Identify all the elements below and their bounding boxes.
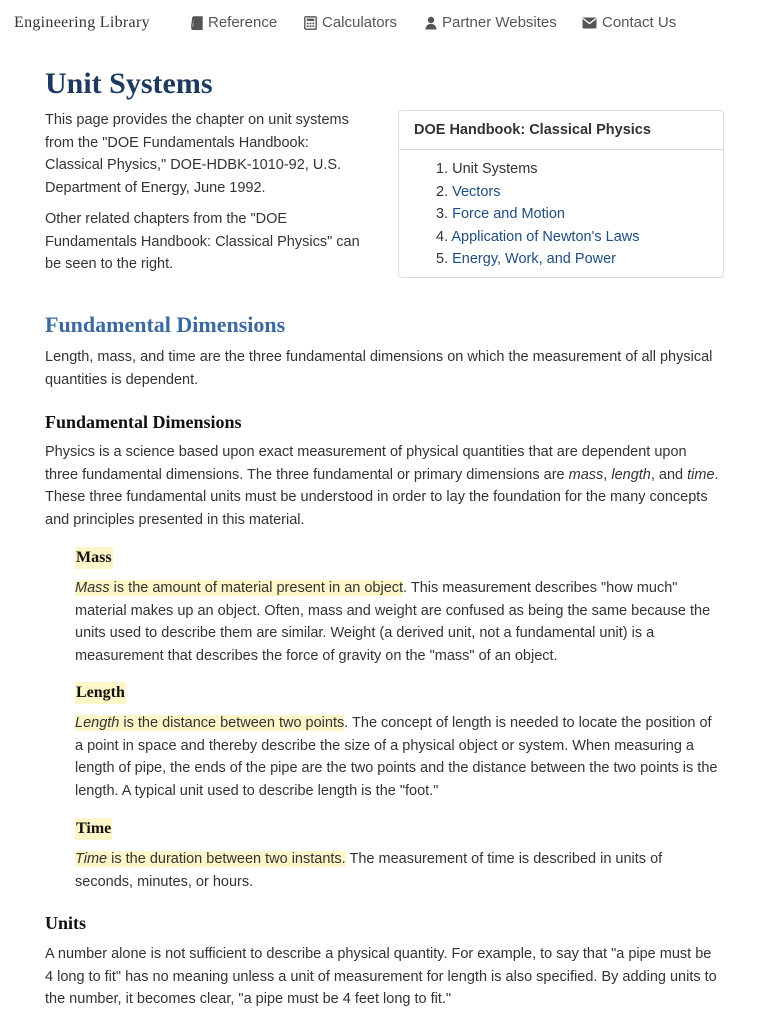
nav-calculators-link[interactable] [304,14,397,31]
nav-partner-websites-link[interactable] [425,14,557,31]
page-title: Unit Systems [45,67,213,100]
nav-reference-label: Reference [208,14,278,31]
book-icon [190,16,203,30]
length-definition-highlight [75,715,344,731]
toc-item-number: 5. [436,251,449,267]
toc-item-number: 3. [436,206,449,222]
term-time: time [687,466,715,483]
units-heading: Units [45,913,87,933]
brand-link[interactable]: Engineering Library [14,14,150,31]
toc-link-vectors[interactable]: Vectors [452,183,501,200]
paragraph-text: , [603,466,612,483]
toc-item-number: 2. [436,183,449,200]
toc-link-newtons-laws[interactable]: Application of Newton's Laws [451,228,640,245]
section-heading-fundamental-dimensions: Fundamental Dimensions [45,312,286,337]
toc-item-energy-work-power [399,248,723,271]
mass-definition-highlight [75,580,403,596]
length-description: . The concept of length is needed to locate the position of a point in space and thereby describe the size of a physical object or system. When measuring a length of pipe, the ends of the pipe are the two points and the distance between the two points is the length. A typical unit used to describe length is the "foot." [75,715,718,799]
time-paragraph [75,848,723,893]
toc-item-vectors [399,181,723,204]
related-chapters-paragraph: Other related chapters from the "DOE Fundamentals Handbook: Classical Physics" can be seen to the right. [45,211,360,272]
toc-card-title: DOE Handbook: Classical Physics [399,111,723,150]
toc-item-number: 4. [436,228,449,245]
units-paragraph: A number alone is not sufficient to describe a physical quantity. For example, to say that "a pipe must be 4 long to fit" has no meaning unless a unit of measurement for length is also specified. By adding units to the number, it becomes clear, "a pipe must be 4 feet long to fit." [45,946,717,1007]
length-heading: Length [75,682,126,704]
mass-description: . This measurement describes "how much" material makes up an object. Often, mass and weight are confused as being the same because the units used to describe them are similar. Weight (a derived unit, not a fundamental unit) is a measurement that describes the force of gravity on the "mass" of an object. [75,580,711,664]
nav-reference-link[interactable] [190,14,277,31]
top-navbar [0,0,768,46]
length-term: Length [75,715,120,731]
subsection-heading-fundamental-dimensions: Fundamental Dimensions [45,412,242,432]
time-definition-highlight [75,851,346,867]
intro-paragraph: This page provides the chapter on unit systems from the "DOE Fundamentals Handbook: Classical Physics," DOE-HDBK-1010-92, U.S. Department of Energy, June 1992. [45,112,349,196]
nav-calculators-label: Calculators [322,14,398,31]
user-icon [425,16,437,30]
mass-definition: is the amount of material present in an object [109,580,404,596]
toc-item-number: 1. [436,161,449,177]
paragraph-text: Physics is a science based upon exact measurement of physical quantities that are dependent upon three fundamental dimensions. The three fundamental or primary dimensions are [45,444,687,483]
paragraph-text: , and [650,466,688,483]
mass-paragraph [75,577,723,667]
nav-contact-label: Contact Us [602,14,677,31]
toc-item-unit-systems [399,158,723,181]
length-definition: is the distance between two points [119,715,345,731]
calculator-icon [304,16,317,30]
time-description: The measurement of time is described in units of seconds, minutes, or hours. [75,851,663,890]
chapter-toc-card [398,110,724,278]
time-term: Time [75,851,108,867]
toc-item-force-motion [399,203,723,226]
fundamental-dimensions-paragraph [45,441,723,531]
length-paragraph [75,712,723,802]
nav-contact-link[interactable] [582,14,676,31]
paragraph-text: . These three fundamental units must be understood in order to lay the foundation for the many concepts and principles presented in this material. [45,466,719,528]
toc-item-newtons-laws [399,226,723,249]
term-mass: mass [568,466,604,483]
mass-heading: Mass [75,547,113,569]
time-definition: is the duration between two instants. [107,851,346,867]
time-heading: Time [75,818,112,840]
mass-term: Mass [75,580,110,596]
toc-current-label: Unit Systems [452,161,538,177]
toc-link-energy-work-power[interactable]: Energy, Work, and Power [452,251,616,267]
envelope-icon [582,17,597,29]
toc-link-force-and-motion[interactable]: Force and Motion [452,206,565,222]
term-length: length [611,466,651,483]
section-summary-paragraph: Length, mass, and time are the three fundamental dimensions on which the measurement of all physical quantities is dependent. [45,349,713,388]
nav-partner-websites-label: Partner Websites [442,14,557,31]
toc-list [399,150,723,271]
